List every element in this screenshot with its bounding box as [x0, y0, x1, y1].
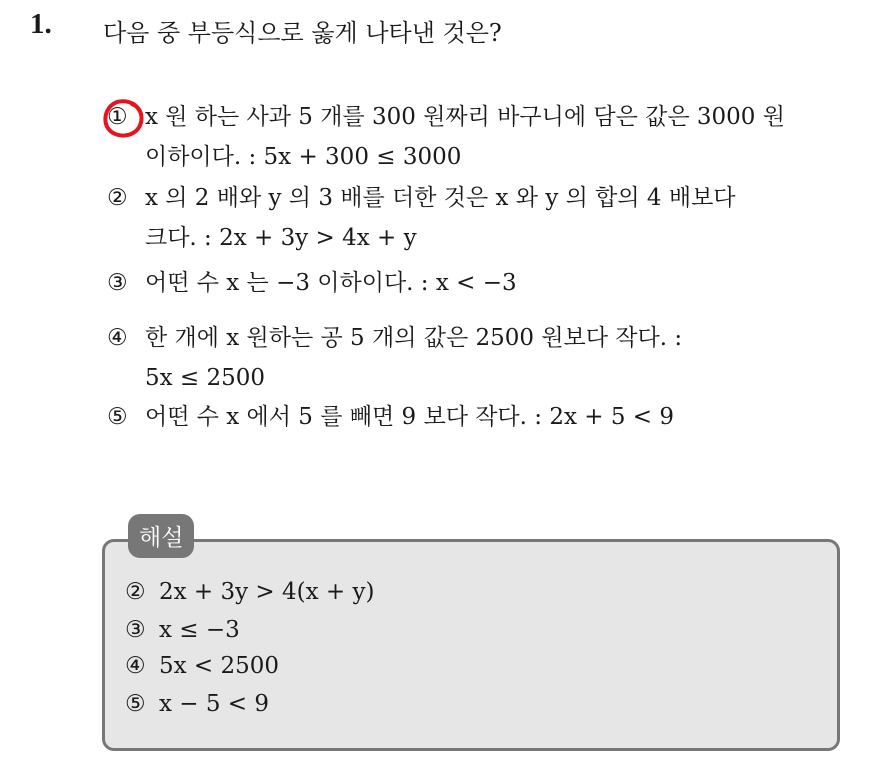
choice-text: 어떤 수 x 에서 5 를 빼면 9 보다 작다. : 2x + 5 < 9 [145, 404, 674, 430]
solution-number: ⑤ [125, 691, 146, 717]
choice-2[interactable] [107, 178, 736, 258]
solution-text: 2x + 3y > 4(x + y) [159, 579, 375, 605]
choice-1[interactable] [107, 97, 785, 177]
choice-text: x 원 하는 사과 5 개를 300 원짜리 바구니에 담은 값은 3000 원 [145, 104, 785, 130]
choice-text-continued: 5x ≤ 2500 [145, 365, 266, 391]
question-number: 1. [30, 8, 52, 40]
solution-number: ③ [125, 617, 146, 643]
choice-text: 어떤 수 x 는 −3 이하이다. : x < −3 [145, 270, 517, 296]
solution-text: x ≤ −3 [159, 617, 240, 643]
choice-text: 한 개에 x 원하는 공 5 개의 값은 2500 원보다 작다. : [145, 325, 683, 351]
question-text: 다음 중 부등식으로 옳게 나타낸 것은? [103, 19, 502, 47]
solution-number: ② [125, 579, 146, 605]
choice-5[interactable] [107, 397, 674, 437]
choice-number: ⑤ [107, 404, 128, 430]
choice-4[interactable] [107, 318, 682, 398]
choice-text: x 의 2 배와 y 의 3 배를 더한 것은 x 와 y 의 합의 4 배보다 [145, 185, 736, 211]
choice-number: ③ [107, 270, 128, 296]
solution-line [125, 614, 240, 646]
solution-line [125, 688, 269, 720]
choice-number: ④ [107, 325, 128, 351]
choice-text-continued: 이하이다. : 5x + 300 ≤ 3000 [145, 144, 462, 170]
solution-number: ④ [125, 653, 146, 679]
solution-text: x − 5 < 9 [159, 691, 270, 717]
choice-number: ② [107, 185, 128, 211]
solution-tab: 해설 [128, 514, 194, 558]
choice-3[interactable] [107, 263, 517, 303]
choice-number: ① [107, 104, 128, 130]
solution-line [125, 576, 374, 608]
solution-text: 5x < 2500 [159, 653, 280, 679]
choice-text-continued: 크다. : 2x + 3y > 4x + y [145, 225, 417, 251]
solution-line [125, 650, 279, 682]
